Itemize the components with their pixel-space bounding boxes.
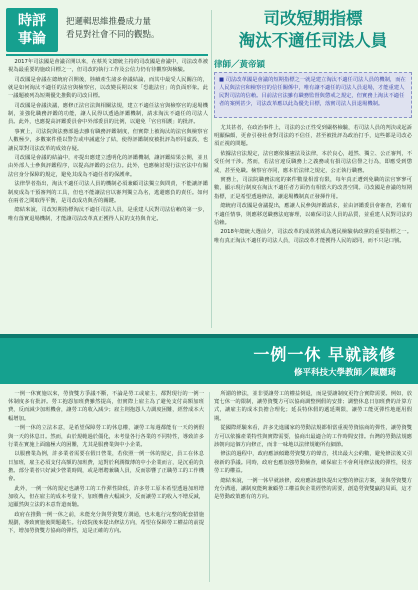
column-badge-line2: 事論 — [18, 31, 46, 47]
article1-highlight-box: ■ 司法改革國是會議的短期指標之一就是建立淘汰不適任司法人員的機制，而在人民與法官和檢察官的信任關係中，唯有讓不適任的司法人員退場，才能重建人民對司法的信賴。目前法官法雖有職務監督與懲戒之規定，但實務上淘汰不適任者的案例甚少，司法改革應以此為優先目標，落實司法人員退場機制。 — [214, 72, 412, 118]
paragraph: 此外，一例一休的規定也讓勞工的工作彈性降低，許多勞工原本希望透過加班增加收入，但在雇主的成本考量下，加班機會大幅減少，反而讓勞工的收入不增反減，這顯然與立法的本意背道而馳。 — [8, 485, 204, 509]
bottom-column-divider — [209, 392, 210, 582]
article2-body-right — [214, 390, 412, 584]
column-header — [6, 8, 208, 52]
paragraph: 一例一休實施以來，勞資雙方爭議不斷，不論是勞工或雇主，都對現行的一例一休制度多有批評。勞工抱怨加班費雖然提高，但實際上雇主為了避免支付高額加班費，反而減少加班機會，讓勞工的收入減少；雇主則抱怨人力調度困難，經營成本大幅增加。 — [8, 391, 204, 422]
paragraph: 總結來說，一例一休早就該修，政府應該盡快提出完整的修法方案，並與勞資雙方充分溝通，讓制度能夠兼顧勞工權益與企業經營的需要，創造勞資雙贏的局面，這才是勞動政策應有的方向。 — [214, 477, 412, 500]
article1-body-right — [214, 124, 412, 330]
article2-author: 修平科技大學教師／陳麗琦 — [293, 368, 396, 378]
paragraph: 尤其甚者，在政治事件上，司法的公正性受到嚴格檢驗，若司法人員的判決或起訴明顯偏頗，更會引發社會對司法的不信任，甚至被批評為政治打手，這些都是司改必須正視的問題。 — [214, 125, 412, 148]
paragraph: 所謂的修法，並非要讓勞工的權益倒退，而是要讓制度更符合實際需要。例如，放寬七休一的限制，讓勞資雙方可以協商調整例假的安排；調整休息日加班費的計算方式，讓雇主的成本負擔合理化；延長特休假的遞延期限，讓勞工能更彈性地運用假期。 — [214, 391, 412, 422]
column-desc-line2: 看見對社會不同的觀點。 — [66, 30, 160, 40]
column-description — [66, 16, 160, 42]
paragraph: 司改國是會議的結論中，亦提出應建立透明化的評鑑機制，讓評鑑結果公開，並且由外部人士參與評鑑程序，以提高評鑑的公信力。此外，也應檢討現行法官法中有關法官身分保障的規定，避免其成為不適任者的保護傘。 — [8, 155, 208, 178]
article2-title: 一例一休 早就該修 — [253, 345, 396, 364]
paragraph: 政府在推動一例一休之前，未能充分與勞資雙方溝通，也未進行完整的配套措施規劃，導致實施後問題叢生。行政院後來提出修法方向，希望在保障勞工權益的前提下，增加勞資雙方協商的彈性，這是正確的方向。 — [8, 511, 204, 535]
paragraph: 2018年總統大選前夕，司法改革的成效將成為選民檢驗執政黨的重要指標之一。唯有真正淘汰不適任的司法人員，司法改革才能獲得人民的認同，而不只是口號。 — [214, 229, 412, 244]
article2-body-left — [8, 390, 204, 584]
paragraph: 事實上，司法院與法務部過去雖有職務評鑑制度，但實際上被淘汰的法官與檢察官人數極少，多數案件僅以警告或申誡處分了結，使得評鑑制度被批評為形同虛設，也讓民眾對司法改革的成效存疑。 — [8, 129, 208, 152]
paragraph: 總統府司改國是會議提出，應讓人民參與評鑑請求，並由評鑑委員會審查，若確有不適任情事，則應移送職務法庭審理，以確保司法人員的品質，並重建人民對司法的信賴。 — [214, 203, 412, 226]
column-badge-line1: 時評 — [18, 13, 46, 29]
article1-title-line2: 淘汰不適任司法人員 — [238, 31, 388, 50]
banner-top-strip — [0, 334, 418, 338]
paragraph: 從國際經驗來看，許多先進國家的勞動法規都相當重視勞資協商的彈性，讓勞資雙方可以依據產業特性與實際需要，協商出最適合的工作時間安排。台灣的勞動法規應該朝向這個方向修正，而非一味地以法律規範所有細節。 — [214, 425, 412, 448]
paragraph: 總結來說，司改短期指標淘汰不適任司法人員，是重建人民對司法信賴的第一步，唯有落實退場機制，才能讓司法改革真正獲得人民的支持與肯定。 — [8, 207, 208, 222]
paragraph: 以服務業為例，許多業者需要在假日營業，若依照一例一休的規定，員工在休息日加班，雇主必須支付高額的加班費，這對於利潤微薄的中小企業而言，是沉重的負擔。部分業者只好減少營業時間，或是增聘兼職人員，反而影響了正職勞工的工作機會。 — [8, 451, 204, 483]
paragraph: 依據法官法規定，法官應依據憲法及法律，本於良心，超然、獨立、公正審判，不受任何干涉。然而，若法官違反職務上之義務或有損司法信譽之行為，即應受到懲戒，甚至免職。檢察官亦同，應本於法律之規定，公正執行職務。 — [214, 151, 412, 174]
column-desc-line1: 把邏輯思維推疊成力量 — [66, 17, 152, 27]
article1-title-line1: 司改短期指標 — [263, 9, 363, 28]
paragraph: 2017年司法國是會議召開以來，在蔡英文總統主持的司改國是會議中，司法改革被視為最重要的施政目標之一，但司改的執行工作及公信力仍有待觀察與檢驗。 — [8, 59, 208, 74]
paragraph: 司改國是會議在總統府召開後，陸續產生諸多會議結論，而其中最受人民關注的，就是如何淘汰不適任的法官與檢察官，以改變長期以來「恐龍法官」的負面形象。此一議題被列為短期優先推動的司改目標。 — [8, 76, 208, 100]
paragraph: 修法的過程中，政府應該傾聽勞資雙方的聲音，找出最大公約數，避免修法後又引發新的爭議。同時，政府也應加強勞動檢查，確保雇主不會利用修法後的彈性，侵害勞工的權益。 — [214, 451, 412, 474]
article1-byline: 律師／黃帝穎 — [214, 60, 266, 70]
paragraph: 一例一休的立法本意，是希望保障勞工的休息權，讓勞工每週都能有一天的例假與一天的休息日。然而，由於規範過於僵化，未考量各行各業的不同特性，導致許多行業在實施上面臨極大的困難，尤其是服務業與中小企業。 — [8, 425, 204, 448]
column-underline — [6, 54, 208, 56]
article2-banner — [0, 334, 418, 384]
top-column-divider — [211, 10, 212, 328]
article1-body-left — [8, 58, 208, 280]
paragraph: 法律學者指出，淘汰不適任司法人員的機制必須兼顧司法獨立與問責，不能讓評鑑制度成為干預審判的工具，但也不能讓法官以審判獨立為名，逃避應負的責任。如何在兩者之間取得平衡，是司改成功與否的關鍵。 — [8, 181, 208, 204]
paragraph: 司改國是會議決議，應修正法官法與相關法規，建立不適任法官與檢察官的退場機制，並強化職務評鑑的功能，讓人民得以透過評鑑機制，請求淘汰不適任的司法人員。此外，也應提高評鑑委員會中外部委員的比例，以避免「官官相護」的批評。 — [8, 103, 208, 126]
column-badge — [6, 8, 58, 52]
paragraph: 實務上，司法院職務法庭的案件數量相當有限，每年真正遭到免職的法官寥寥可數，顯示現行制度在淘汰不適任者方面仍有相當大的改善空間。司改國是會議的短期指標，正是希望透過修法，讓退場機制真正發揮作用。 — [214, 177, 412, 200]
